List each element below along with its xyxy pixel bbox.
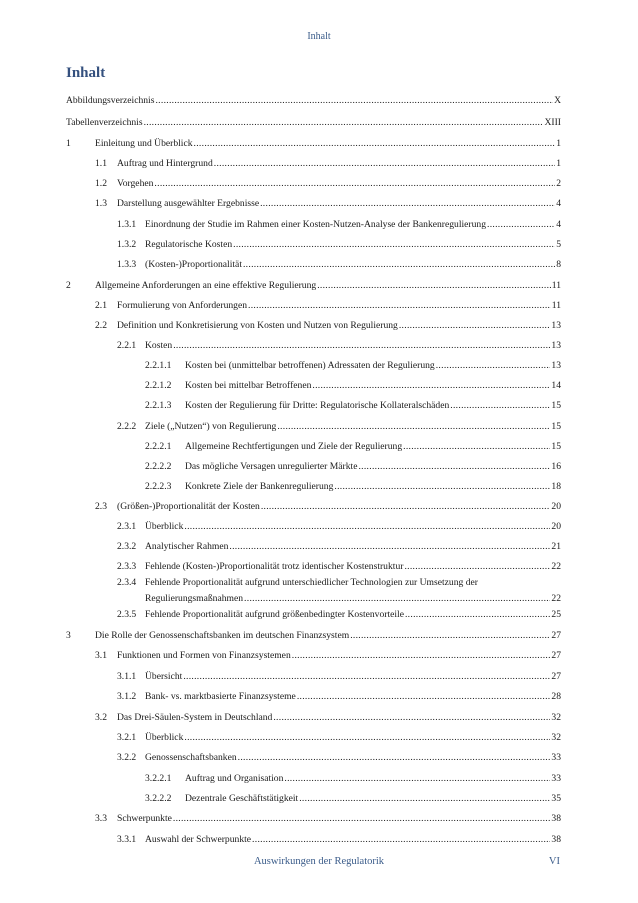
- toc-entry-title: Genossenschaftsbanken: [145, 752, 237, 763]
- toc-entry-number: 2.1: [95, 300, 107, 311]
- toc-entry[interactable]: [185, 773, 561, 785]
- dot-leader: [183, 671, 550, 683]
- footer-document-title: Auswirkungen der Regulatorik: [253, 856, 385, 867]
- toc-entry-number: 1.3.1: [117, 219, 137, 230]
- dot-leader: [248, 300, 551, 312]
- toc-entry-title: Formulierung von Anforderungen: [117, 300, 248, 311]
- toc-entry[interactable]: [185, 380, 561, 392]
- toc-entry-number: 2: [66, 280, 71, 291]
- toc-entry-title: Dezentrale Geschäftstätigkeit: [185, 793, 299, 804]
- toc-entry-page: 16: [551, 461, 561, 472]
- dot-leader: [173, 340, 550, 352]
- toc-entry-title: Übersicht: [145, 671, 183, 682]
- toc-entry[interactable]: [145, 259, 561, 271]
- toc-entry[interactable]: [66, 95, 561, 107]
- toc-entry[interactable]: [145, 521, 561, 533]
- toc-entry[interactable]: [145, 421, 561, 433]
- dot-leader: [358, 461, 550, 473]
- toc-entry-number: 1.1: [95, 158, 107, 169]
- toc-entry-title: Kosten: [145, 340, 173, 351]
- toc-entry-title: Fehlende Proportionalität aufgrund größenbedingter Kostenvorteile: [145, 609, 404, 620]
- toc-entry-number: 1: [66, 138, 71, 149]
- toc-entry-page: 5: [556, 239, 561, 250]
- toc-entry-page: 21: [551, 541, 561, 552]
- toc-entry-page: 1: [556, 138, 561, 149]
- toc-entry[interactable]: [117, 813, 561, 825]
- toc-entry[interactable]: [117, 320, 561, 332]
- toc-entry[interactable]: [145, 834, 561, 846]
- dot-leader: [214, 158, 555, 170]
- toc-entry-title: Allgemeine Anforderungen an eine effektive Regulierung: [95, 280, 317, 291]
- toc-entry-title: Bank- vs. marktbasierte Finanzsysteme: [145, 691, 296, 702]
- toc-entry[interactable]: [185, 461, 561, 473]
- toc-entry-title: Kosten der Regulierung für Dritte: Regulatorische Kollateralschäden: [185, 400, 450, 411]
- toc-entry-page: 22: [551, 593, 561, 604]
- toc-entry[interactable]: [117, 712, 561, 724]
- toc-entry[interactable]: [185, 441, 561, 453]
- toc-entry-number: 3.2.2: [117, 752, 137, 763]
- toc-entry[interactable]: [117, 650, 561, 662]
- toc-entry-title: Analytischer Rahmen: [145, 541, 229, 552]
- toc-entry[interactable]: [117, 178, 561, 190]
- dot-leader: [184, 521, 550, 533]
- toc-entry-number: 3.1.1: [117, 671, 137, 682]
- toc-entry-title: Ziele („Nutzen“) von Regulierung: [145, 421, 277, 432]
- toc-entry[interactable]: [95, 630, 561, 642]
- toc-entry-title: Auftrag und Organisation: [185, 773, 284, 784]
- toc-entry-page: 33: [551, 752, 561, 763]
- toc-entry-number: 1.2: [95, 178, 107, 189]
- toc-entry[interactable]: [185, 400, 561, 412]
- toc-entry[interactable]: [145, 541, 561, 553]
- toc-entry-number: 2.2.1: [117, 340, 137, 351]
- toc-entry-title: Einordnung der Studie im Rahmen einer Kosten-Nutzen-Analyse der Bankenregulierung: [145, 219, 487, 230]
- toc-entry-number: 2.3.1: [117, 521, 137, 532]
- toc-entry-number: 3.2.2.1: [145, 773, 172, 784]
- toc-entry-number: 1.3.3: [117, 259, 137, 270]
- toc-entry-page: 4: [556, 219, 561, 230]
- toc-entry-page: 14: [551, 380, 561, 391]
- toc-entry-number: 3.2: [95, 712, 107, 723]
- toc-entry-title: (Kosten-)Proportionalität: [145, 259, 242, 270]
- dot-leader: [399, 320, 551, 332]
- toc-entry-page: 25: [551, 609, 561, 620]
- dot-leader: [243, 259, 555, 271]
- toc-entry-page: 13: [551, 340, 561, 351]
- toc-entry-page: 15: [551, 421, 561, 432]
- toc-entry-title: Funktionen und Formen von Finanzsystemen: [117, 650, 291, 661]
- running-header: Inhalt: [307, 31, 331, 42]
- toc-entry[interactable]: [145, 691, 561, 703]
- toc-entry-number: 3: [66, 630, 71, 641]
- toc-entry-title: Allgemeine Rechtfertigungen und Ziele der Regulierung: [185, 441, 403, 452]
- dot-leader: [297, 691, 551, 703]
- toc-entry-page: 13: [551, 360, 561, 371]
- toc-entry-page: 33: [551, 773, 561, 784]
- toc-heading: Inhalt: [66, 65, 106, 81]
- toc-entry-title: Einleitung und Überblick: [95, 138, 193, 149]
- toc-entry-page: 2: [556, 178, 561, 189]
- dot-leader: [233, 239, 555, 251]
- dot-leader: [405, 609, 550, 621]
- toc-entry-title: Konkrete Ziele der Bankenregulierung: [185, 481, 334, 492]
- toc-entry-page: 32: [551, 712, 561, 723]
- toc-entry-number: 3.1: [95, 650, 107, 661]
- toc-entry-number: 3.3.1: [117, 834, 137, 845]
- toc-entry[interactable]: [95, 280, 561, 292]
- dot-leader: [312, 380, 550, 392]
- toc-entry-page: 15: [551, 441, 561, 452]
- toc-entry-number: 3.2.1: [117, 732, 137, 743]
- toc-entry-number: 2.2.2.1: [145, 441, 172, 452]
- toc-entry[interactable]: [95, 138, 561, 150]
- toc-entry-page: 27: [551, 671, 561, 682]
- toc-entry-page: 13: [551, 320, 561, 331]
- toc-entry[interactable]: [145, 752, 561, 764]
- toc-entry[interactable]: [145, 609, 561, 621]
- toc-entry-number: 2.2.2: [117, 421, 137, 432]
- dot-leader: [244, 593, 550, 605]
- toc-entry-number: 1.3: [95, 198, 107, 209]
- toc-entry-page: 38: [551, 834, 561, 845]
- toc-entry[interactable]: [185, 360, 561, 372]
- toc-entry-number: 2.2.1.1: [145, 360, 172, 371]
- toc-entry-page: 27: [551, 650, 561, 661]
- dot-leader: [184, 732, 550, 744]
- toc-entry-page: 27: [551, 630, 561, 641]
- dot-leader: [350, 630, 550, 642]
- dot-leader: [252, 834, 550, 846]
- toc-entry-title: Abbildungsverzeichnis: [66, 95, 155, 106]
- toc-entry-number: 3.3: [95, 813, 107, 824]
- toc-entry[interactable]: [185, 793, 561, 805]
- toc-entry[interactable]: [145, 219, 561, 231]
- toc-entry-number: 1.3.2: [117, 239, 137, 250]
- toc-entry-title: Vorgehen: [117, 178, 154, 189]
- toc-entry-page: 20: [551, 501, 561, 512]
- dot-leader: [260, 198, 555, 210]
- dot-leader: [317, 280, 551, 292]
- toc-entry[interactable]: [145, 561, 561, 573]
- toc-entry-title: Regulatorische Kosten: [145, 239, 233, 250]
- toc-entry-page: 15: [551, 400, 561, 411]
- toc-entry[interactable]: [117, 158, 561, 170]
- toc-entry-number: 3.1.2: [117, 691, 137, 702]
- dot-leader: [450, 400, 550, 412]
- toc-entry-title: Das Drei-Säulen-System in Deutschland: [117, 712, 273, 723]
- dot-leader: [238, 752, 551, 764]
- dot-leader: [284, 773, 550, 785]
- dot-leader: [299, 793, 550, 805]
- toc-entry[interactable]: [185, 481, 561, 493]
- toc-entry-page: 38: [551, 813, 561, 824]
- toc-entry-number: 2.3: [95, 501, 107, 512]
- toc-entry-title: Tabellenverzeichnis: [66, 117, 143, 128]
- toc-entry-page: X: [554, 95, 561, 106]
- toc-entry-title: Fehlende (Kosten-)Proportionalität trotz identischer Kostenstruktur: [145, 561, 404, 572]
- toc-entry[interactable]: [117, 198, 561, 210]
- toc-entry-title: Kosten bei (unmittelbar betroffenen) Adressaten der Regulierung: [185, 360, 435, 371]
- toc-entry-number: 2.3.5: [117, 609, 137, 620]
- toc-entry-title: Regulierungsmaßnahmen: [145, 593, 244, 604]
- toc-entry-page: 4: [556, 198, 561, 209]
- dot-leader: [173, 813, 551, 825]
- toc-entry[interactable]: [145, 340, 561, 352]
- toc-entry-title: Kosten bei mittelbar Betroffenen: [185, 380, 312, 391]
- toc-entry-title: Die Rolle der Genossenschaftsbanken im deutschen Finanzsystem: [95, 630, 350, 641]
- dot-leader: [273, 712, 550, 724]
- toc-entry[interactable]: [66, 117, 561, 129]
- footer-page-number: VI: [548, 856, 560, 867]
- toc-entry-number: 3.2.2.2: [145, 793, 172, 804]
- toc-entry-title-line1: Fehlende Proportionalität aufgrund unterschiedlicher Technologien zur Umsetzung der: [145, 577, 478, 588]
- toc-entry-title: Überblick: [145, 521, 184, 532]
- toc-entry-number: 2.3.3: [117, 561, 137, 572]
- toc-entry-page: 11: [551, 280, 561, 291]
- toc-entry-page: 1: [556, 158, 561, 169]
- toc-entry[interactable]: [145, 593, 561, 605]
- toc-entry-page: 11: [551, 300, 561, 311]
- toc-entry-page: 35: [551, 793, 561, 804]
- dot-leader: [277, 421, 550, 433]
- toc-entry[interactable]: [145, 671, 561, 683]
- toc-entry-title: Auswahl der Schwerpunkte: [145, 834, 252, 845]
- dot-leader: [194, 138, 556, 150]
- toc-entry-page: XIII: [544, 117, 561, 128]
- toc-entry-title: Auftrag und Hintergrund: [117, 158, 213, 169]
- dot-leader: [154, 178, 555, 190]
- toc-entry-title: Darstellung ausgewählter Ergebnisse: [117, 198, 260, 209]
- toc-entry-page: 28: [551, 691, 561, 702]
- dot-leader: [155, 95, 553, 107]
- toc-entry-page: 22: [551, 561, 561, 572]
- dot-leader: [261, 501, 551, 513]
- toc-entry-number: 2.2.1.3: [145, 400, 172, 411]
- toc-entry-title: Überblick: [145, 732, 184, 743]
- toc-entry-number: 2.3.4: [117, 577, 137, 588]
- toc-entry[interactable]: [145, 239, 561, 251]
- dot-leader: [487, 219, 555, 231]
- toc-entry-title: (Größen-)Proportionalität der Kosten: [117, 501, 260, 512]
- toc-entry-page: 20: [551, 521, 561, 532]
- dot-leader: [292, 650, 551, 662]
- toc-entry-number: 2.2.2.3: [145, 481, 172, 492]
- toc-entry[interactable]: [117, 300, 561, 312]
- toc-entry-number: 2.3.2: [117, 541, 137, 552]
- toc-entry-title: Definition und Konkretisierung von Kosten und Nutzen von Regulierung: [117, 320, 398, 331]
- toc-entry-title: Das mögliche Versagen unregulierter Märkte: [185, 461, 358, 472]
- toc-entry-number: 2.2: [95, 320, 107, 331]
- toc-entry-number: 2.2.1.2: [145, 380, 172, 391]
- dot-leader: [404, 561, 550, 573]
- toc-entry[interactable]: [117, 501, 561, 513]
- toc-entry-page: 18: [551, 481, 561, 492]
- toc-entry[interactable]: [145, 732, 561, 744]
- toc-entry-page: 8: [556, 259, 561, 270]
- dot-leader: [144, 117, 544, 129]
- toc-entry-page: 32: [551, 732, 561, 743]
- dot-leader: [229, 541, 550, 553]
- dot-leader: [334, 481, 550, 493]
- toc-entry-title: Schwerpunkte: [117, 813, 172, 824]
- toc-entry-number: 2.2.2.2: [145, 461, 172, 472]
- dot-leader: [436, 360, 551, 372]
- dot-leader: [403, 441, 550, 453]
